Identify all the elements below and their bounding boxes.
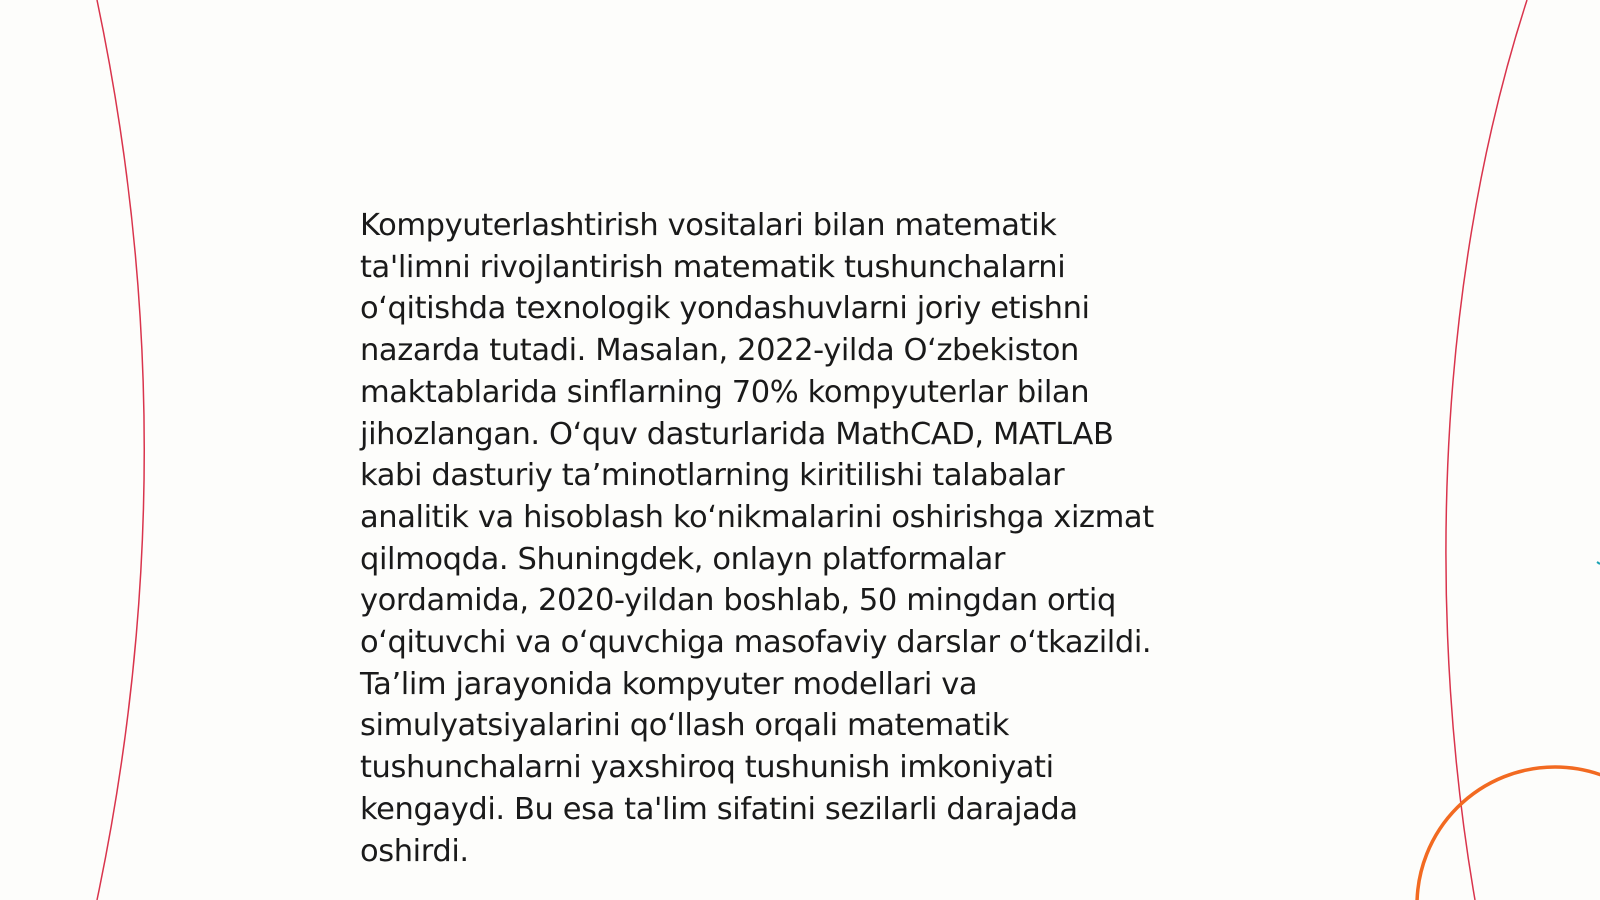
- right-curve-line: [1446, 0, 1527, 900]
- slide-body-text: Kompyuterlashtirish vositalari bilan matematik ta'limni rivojlantirish matematik tushunchalarni o‘qitishda texnologik yondashuvlarni joriy etishni nazarda tutadi. Masalan, 2022-yilda O‘zbekiston maktablarida sinflarning 70% kompyuterlar bilan jihozlangan. O‘quv dasturlarida MathCAD, MATLAB kabi dasturiy ta’minotlarning kiritilishi talabalar analitik va hisoblash ko‘nikmalarini oshirishga xizmat qilmoqda. Shuningdek, onlayn platformalar yordamida, 2020-yildan boshlab, 50 mingdan ortiq o‘qituvchi va o‘quvchiga masofaviy darslar o‘tkazildi. Ta’lim jarayonida kompyuter modellari va simulyatsiyalarini qo‘llash orqali matematik tushunchalarni yaxshiroq tushunish imkoniyati kengaydi. Bu esa ta'lim sifatini sezilarli darajada oshirdi.: [360, 208, 1154, 869]
- left-curve-line: [97, 0, 144, 900]
- orange-arc: [1417, 767, 1600, 900]
